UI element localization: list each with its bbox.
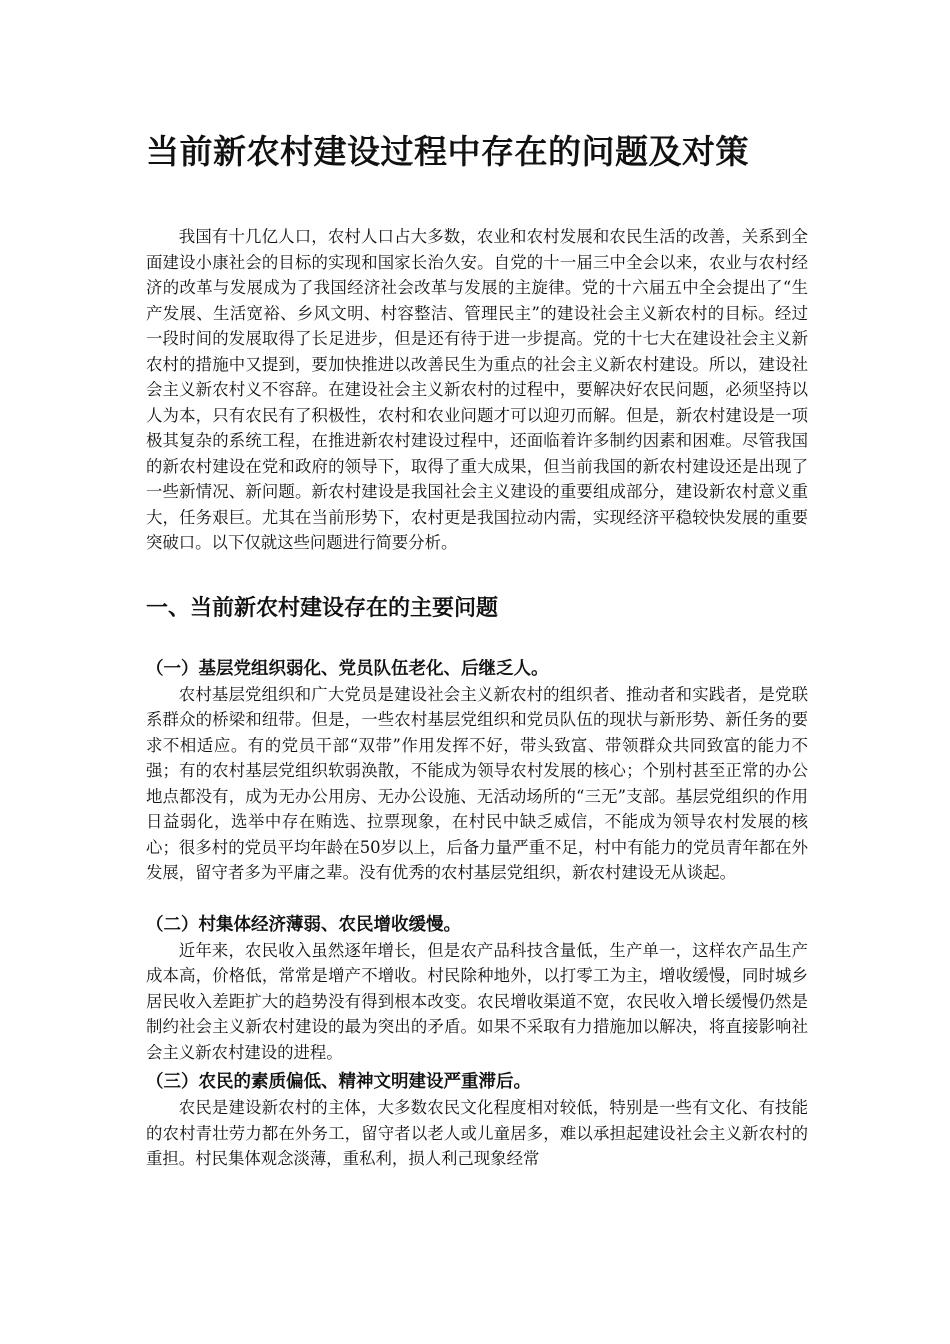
subsection-body-2: 近年来，农民收入虽然逐年增长，但是农产品科技含量低，生产单一，这样农产品生产成本高，价格低，常常是增产不增收。村民除种地外，以打零工为主，增收缓慢，同时城乡居民收入差距扩大的趋势没有得到根本改变。农民增收渠道不宽，农民收入增长缓慢仍然是制约社会主义新农村建设的最为突出的矛盾。如果不采取有力措施加以解决，将直接影响社会主义新农村建设的进程。 [146,940,808,1062]
document-page [146,0,808,1172]
document-title: 当前新农村建设过程中存在的问题及对策 [146,132,749,171]
intro-paragraph: 我国有十几亿人口，农村人口占大多数，农业和农村发展和农民生活的改善，关系到全面建设小康社会的目标的实现和国家长治久安。自党的十一届三中全会以来，农业与农村经济的改革与发展成为了我国经济社会改革与发展的主旋律。党的十六届五中全会提出了“生产发展、生活宽裕、乡风文明、村容整洁、管理民主”的建设社会主义新农村的目标。经过一段时间的发展取得了长足进步，但是还有待于进一步提高。党的十七大在建设社会主义新农村的措施中又提到，要加快推进以改善民生为重点的社会主义新农村建设。所以，建设社会主义新农村义不容辞。在建设社会主义新农村的过程中，要解决好农民问题，必须坚持以人为本，只有农民有了积极性，农村和农业问题才可以迎刃而解。但是，新农村建设是一项极其复杂的系统工程，在推进新农村建设过程中，还面临着许多制约因素和困难。尽管我国的新农村建设在党和政府的领导下，取得了重大成果，但当前我国的新农村建设还是出现了一些新情况、新问题。新农村建设是我国社会主义建设的重要组成部分，建设新农村意义重大，任务艰巨。尤其在当前形势下，农村更是我国拉动内需，实现经济平稳较快发展的重要突破口。以下仅就这些问题进行简要分析。 [146,227,808,552]
section-heading-1: 一、当前新农村建设存在的主要问题 [146,595,499,621]
subsection-heading-2: （二）村集体经济薄弱、农民增收缓慢。 [146,914,461,935]
subsection-heading-3: （三）农民的素质偏低、精神文明建设严重滞后。 [146,1072,531,1092]
subsection-body-3: 农民是建设新农村的主体，大多数农民文化程度相对较低，特别是一些有文化、有技能的农村青壮劳力都在外务工，留守者以老人或儿童居多，难以承担起建设社会主义新农村的重担。村民集体观念淡薄，重私利，损人利己现象经常 [146,1098,808,1168]
subsection-heading-1: （一）基层党组织弱化、党员队伍老化、后继乏人。 [146,658,549,679]
subsection-body-1: 农村基层党组织和广大党员是建设社会主义新农村的组织者、推动者和实践者，是党联系群众的桥梁和纽带。但是，一些农村基层党组织和党员队伍的现状与新形势、新任务的要求不相适应。有的党员干部“双带”作用发挥不好，带头致富、带领群众共同致富的能力不强；有的农村基层党组织软弱涣散，不能成为领导农村发展的核心；个别村甚至正常的办公地点都没有，成为无办公用房、无办公设施、无活动场所的“三无”支部。基层党组织的作用日益弱化，选举中存在贿选、拉票现象，在村民中缺乏威信，不能成为领导农村发展的核心；很多村的党员平均年龄在50岁以上，后备力量严重不足，村中有能力的党员青年都在外发展，留守者多为平庸之辈。没有优秀的农村基层党组织，新农村建设无从谈起。 [146,684,808,882]
